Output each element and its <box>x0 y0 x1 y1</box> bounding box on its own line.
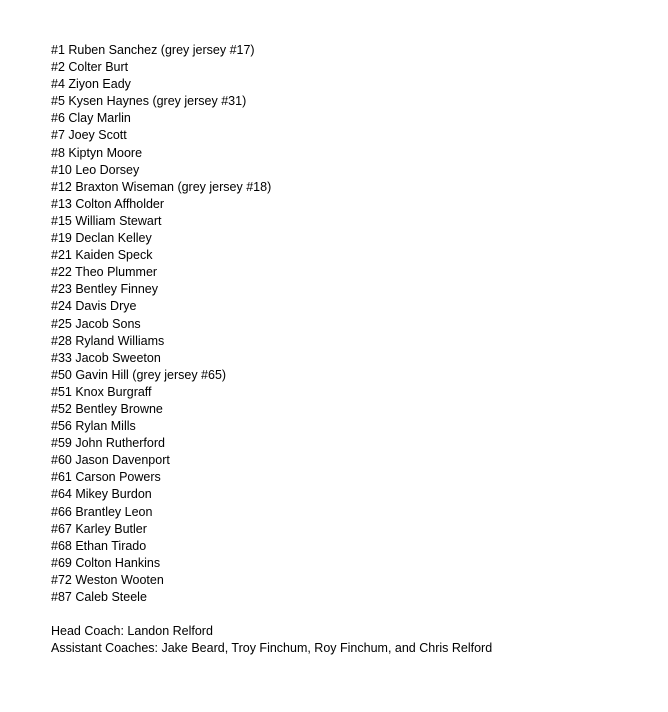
roster-line: #72 Weston Wooten <box>51 572 164 587</box>
roster-line: #22 Theo Plummer <box>51 265 158 280</box>
roster-line: #87 Caleb Steele <box>51 590 147 604</box>
assistant-coaches-line: Assistant Coaches: Jake Beard, Troy Finchum, Roy Finchum, and Chris Relford <box>51 641 493 656</box>
roster-line: #13 Colton Affholder <box>51 196 165 211</box>
roster-line: #69 Colton Hankins <box>51 555 161 570</box>
roster-line: #50 Gavin Hill (grey jersey #65) <box>51 367 227 382</box>
roster-line: #1 Ruben Sanchez (grey jersey #17) <box>51 43 255 57</box>
roster-line: #64 Mikey Burdon <box>51 487 152 502</box>
roster-line: #52 Bentley Browne <box>51 401 163 416</box>
roster-line: #23 Bentley Finney <box>51 282 159 297</box>
roster-line: #33 Jacob Sweeton <box>51 350 161 365</box>
roster-line: #68 Ethan Tirado <box>51 538 147 553</box>
roster-line: #4 Ziyon Eady <box>51 77 131 92</box>
roster-line: #24 Davis Drye <box>51 299 137 314</box>
roster-line: #21 Kaiden Speck <box>51 248 153 263</box>
roster-line: #5 Kysen Haynes (grey jersey #31) <box>51 94 247 109</box>
roster-line: #19 Declan Kelley <box>51 231 152 246</box>
roster-line: #67 Karley Butler <box>51 521 147 536</box>
roster-line: #8 Kiptyn Moore <box>51 145 143 160</box>
roster-line: #12 Braxton Wiseman (grey jersey #18) <box>51 179 272 194</box>
roster-line: #61 Carson Powers <box>51 470 161 485</box>
player-roster-list <box>51 42 651 606</box>
roster-line: #6 Clay Marlin <box>51 111 131 126</box>
roster-line: #28 Ryland Williams <box>51 333 165 348</box>
coaches-section <box>51 623 651 657</box>
roster-line: #59 John Rutherford <box>51 436 165 451</box>
roster-line: #60 Jason Davenport <box>51 453 170 468</box>
document-page <box>51 42 651 657</box>
roster-line: #7 Joey Scott <box>51 128 127 143</box>
roster-line: #15 William Stewart <box>51 213 162 228</box>
roster-line: #51 Knox Burgraff <box>51 384 152 399</box>
roster-line: #66 Brantley Leon <box>51 504 153 519</box>
roster-line: #2 Colter Burt <box>51 60 129 75</box>
roster-line: #56 Rylan Mills <box>51 419 136 434</box>
roster-line: #25 Jacob Sons <box>51 316 141 331</box>
head-coach-line: Head Coach: Landon Relford <box>51 624 213 639</box>
roster-line: #10 Leo Dorsey <box>51 162 140 177</box>
